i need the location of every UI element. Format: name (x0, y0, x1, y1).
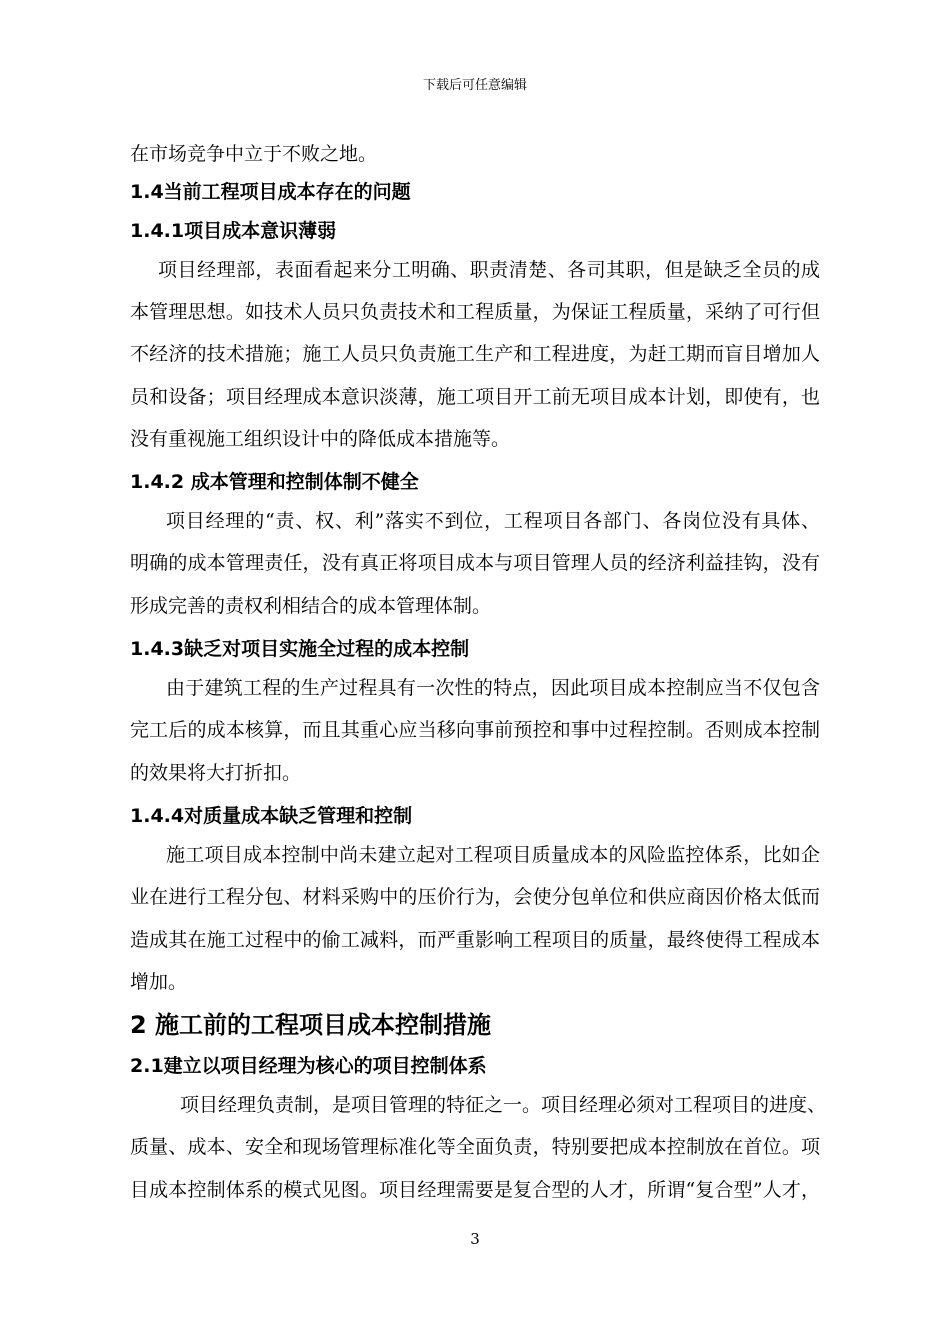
page-number: 3 (470, 1230, 480, 1248)
paragraph-line: 没有重视施工组织设计中的降低成本措施等。 (130, 428, 511, 450)
section-heading-1-4-1: 1.4.1项目成本意识薄弱 (130, 220, 337, 242)
page-header: 下载后可任意编辑 (422, 78, 527, 93)
paragraph-line: 造成其在施工过程中的偷工减料，而严重影响工程项目的质量，最终使得工程成本 (130, 929, 820, 951)
paragraph-line: 目成本控制体系的模式见图。项目经理需要是复合型的人才，所谓“复合型”人才， (130, 1179, 820, 1201)
paragraph-line: 本管理思想。如技术人员只负责技术和工程质量，为保证工程质量，采纳了可行但 (130, 301, 820, 323)
paragraph-line: 不经济的技术措施；施工人员只负责施工生产和工程进度，为赶工期而盲目增加人 (130, 343, 820, 365)
paragraph-line: 质量、成本、安全和现场管理标准化等全面负责，特别要把成本控制放在首位。项 (130, 1136, 820, 1158)
paragraph-line: 的效果将大打折扣。 (130, 762, 302, 784)
paragraph-line: 员和设备；项目经理成本意识淡薄，施工项目开工前无项目成本计划，即使有，也 (130, 386, 820, 408)
paragraph-line: 完工后的成本核算，而且其重心应当移向事前预控和事中过程控制。否则成本控制 (130, 719, 820, 741)
paragraph-line: 项目经理负责制，是项目管理的特征之一。项目经理必须对工程项目的进度、 (180, 1094, 827, 1116)
paragraph-line: 业在进行工程分包、材料采购中的压价行为，会使分包单位和供应商因价格太低而 (130, 886, 820, 908)
paragraph-line: 形成完善的责权利相结合的成本管理体制。 (130, 595, 492, 617)
paragraph-line: 项目经理部，表面看起来分工明确、职责清楚、各司其职，但是缺乏全员的成 (158, 259, 820, 281)
paragraph-line: 增加。 (130, 971, 188, 993)
paragraph-line: 由于建筑工程的生产过程具有一次性的特点，因此项目成本控制应当不仅包含 (166, 677, 820, 699)
paragraph-line: 在市场竞争中立于不败之地。 (130, 143, 378, 165)
paragraph-line: 施工项目成本控制中尚未建立起对工程项目质量成本的风险监控体系，比如企 (166, 844, 820, 866)
section-heading-1-4-3: 1.4.3缺乏对项目实施全过程的成本控制 (130, 638, 470, 660)
section-heading-1-4-4: 1.4.4对质量成本缺乏管理和控制 (130, 805, 413, 827)
section-heading-1-4-2: 1.4.2 成本管理和控制体制不健全 (130, 471, 419, 493)
chapter-heading-2: 2 施工前的工程项目成本控制措施 (130, 1011, 492, 1039)
section-heading-1-4: 1.4当前工程项目成本存在的问题 (130, 181, 411, 203)
paragraph-line: 明确的成本管理责任，没有真正将项目成本与项目管理人员的经济利益挂钩，没有 (130, 552, 820, 574)
section-heading-2-1: 2.1建立以项目经理为核心的项目控制体系 (130, 1055, 487, 1077)
paragraph-line: 项目经理的“责、权、利”落实不到位，工程项目各部门、各岗位没有具体、 (166, 510, 820, 532)
